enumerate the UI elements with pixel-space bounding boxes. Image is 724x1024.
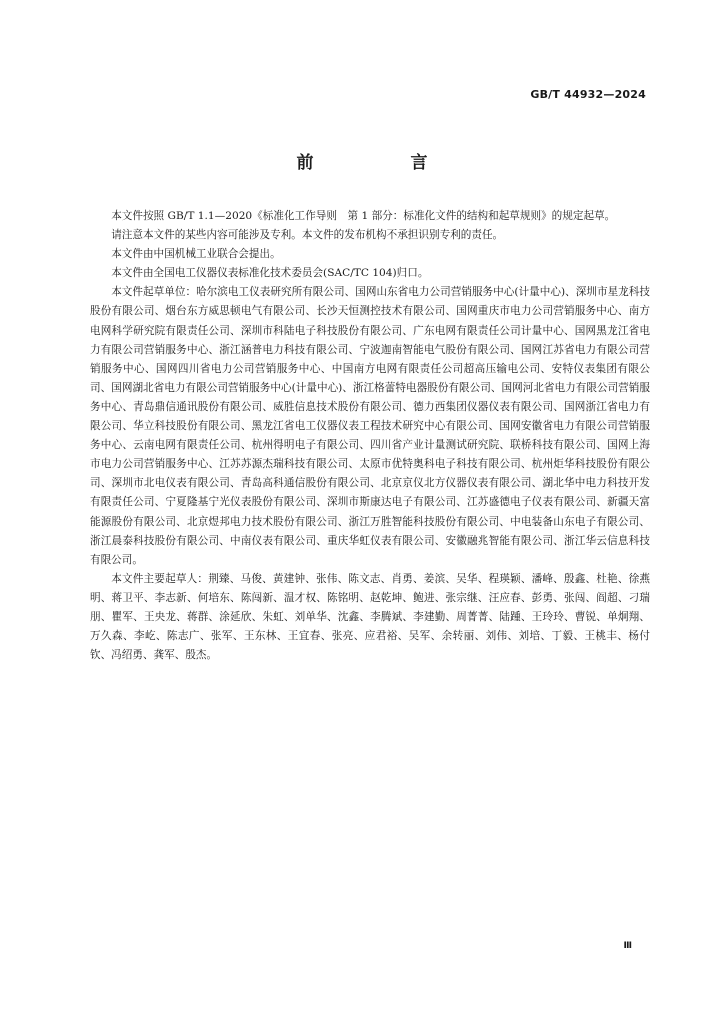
- paragraph-proposer: 本文件由中国机械工业联合会提出。: [111, 248, 281, 261]
- paragraph-drafting-units: 本文件起草单位：哈尔滨电工仪表研究所有限公司、国网山东省电力公司营销服务中心(计量中心)、深圳市星龙科技股份有限公司、烟台东方威思顿电气有限公司、长沙天恒测控技术有限公司、国网重庆市电力公司营销服务中心、南方电网科学研究院有限责任公司、深圳市科陆电子科技股份有限公司、广东电网有限责任公司计量中心、国网黑龙江省电力有限公司营销服务中心、浙江涵普电力科技有限公司、宁波迦南智能电气股份有限公司、国网江苏省电力有限公司营销服务中心、国网四川省电力公司营销服务中心、中国南方电网有限责任公司超高压输电公司、安特仪表集团有限公司、国网湖北省电力有限公司营销服务中心(计量中心)、浙江格蕾特电器股份有限公司、国网河北省电力有限公司营销服务中心、青岛鼎信通讯股份有限公司、威胜信息技术股份有限公司、德力西集团仪器仪表有限公司、国网浙江省电力有限公司、华立科技股份有限公司、黑龙江省电工仪器仪表工程技术研究中心有限公司、国网安徽省电力有限公司营销服务中心、云南电网有限责任公司、杭州得明电子有限公司、四川省产业计量测试研究院、联桥科技有限公司、国网上海市电力公司营销服务中心、江苏苏源杰瑞科技有限公司、太原市优特奥科电子科技有限公司、杭州炬华科技股份有限公司、深圳市北电仪表有限公司、青岛高科通信股份有限公司、北京京仪北方仪器仪表有限公司、湖北华中电力科技开发有限责任公司、宁夏隆基宁光仪表股份有限公司、深圳市斯康达电子有限公司、江苏盛德电子仪表有限公司、新疆天富能源股份有限公司、北京煜邦电力技术股份有限公司、浙江万胜智能科技股份有限公司、中电装备山东电子有限公司、浙江晨泰科技股份有限公司、中南仪表有限公司、重庆华虹仪表有限公司、安徽融兆智能有限公司、浙江华云信息科技有限公司。: [90, 286, 650, 566]
- preface-body: [90, 207, 650, 665]
- paragraph-patent-notice: 请注意本文件的某些内容可能涉及专利。本文件的发布机构不承担识别专利的责任。: [111, 229, 504, 242]
- paragraph-committee: 本文件由全国电工仪器仪表标准化技术委员会(SAC/TC 104)归口。: [111, 267, 429, 280]
- page-number: Ⅲ: [623, 941, 632, 951]
- standard-number: GB/T 44932—2024: [530, 88, 646, 101]
- paragraph-drafters: 本文件主要起草人：荆臻、马俊、黄建钟、张伟、陈文志、肖勇、姜滨、吴华、程瑛颖、潘峰、殷鑫、杜艳、徐燕明、蒋卫平、李志新、何培东、陈闯新、温才权、陈铭明、赵乾坤、鲍进、张宗继、汪应春、彭勇、张闯、阎超、刁瑞朋、瞿军、王央龙、蒋群、涂延欣、朱虹、刘单华、沈鑫、李腾斌、李建勤、周菁菁、陆踵、王玲玲、曹锐、单炯翔、万久森、李屹、陈志广、张军、王东林、王宜春、张亮、应君裕、吴军、余转丽、刘伟、刘培、丁毅、王桃丰、杨付钦、冯绍勇、龚军、殷杰。: [90, 572, 650, 662]
- page-title: 前 言: [296, 153, 468, 173]
- paragraph-drafting-rules: 本文件按照 GB/T 1.1—2020《标准化工作导则 第 1 部分：标准化文件的结构和起草规则》的规定起草。: [111, 210, 616, 222]
